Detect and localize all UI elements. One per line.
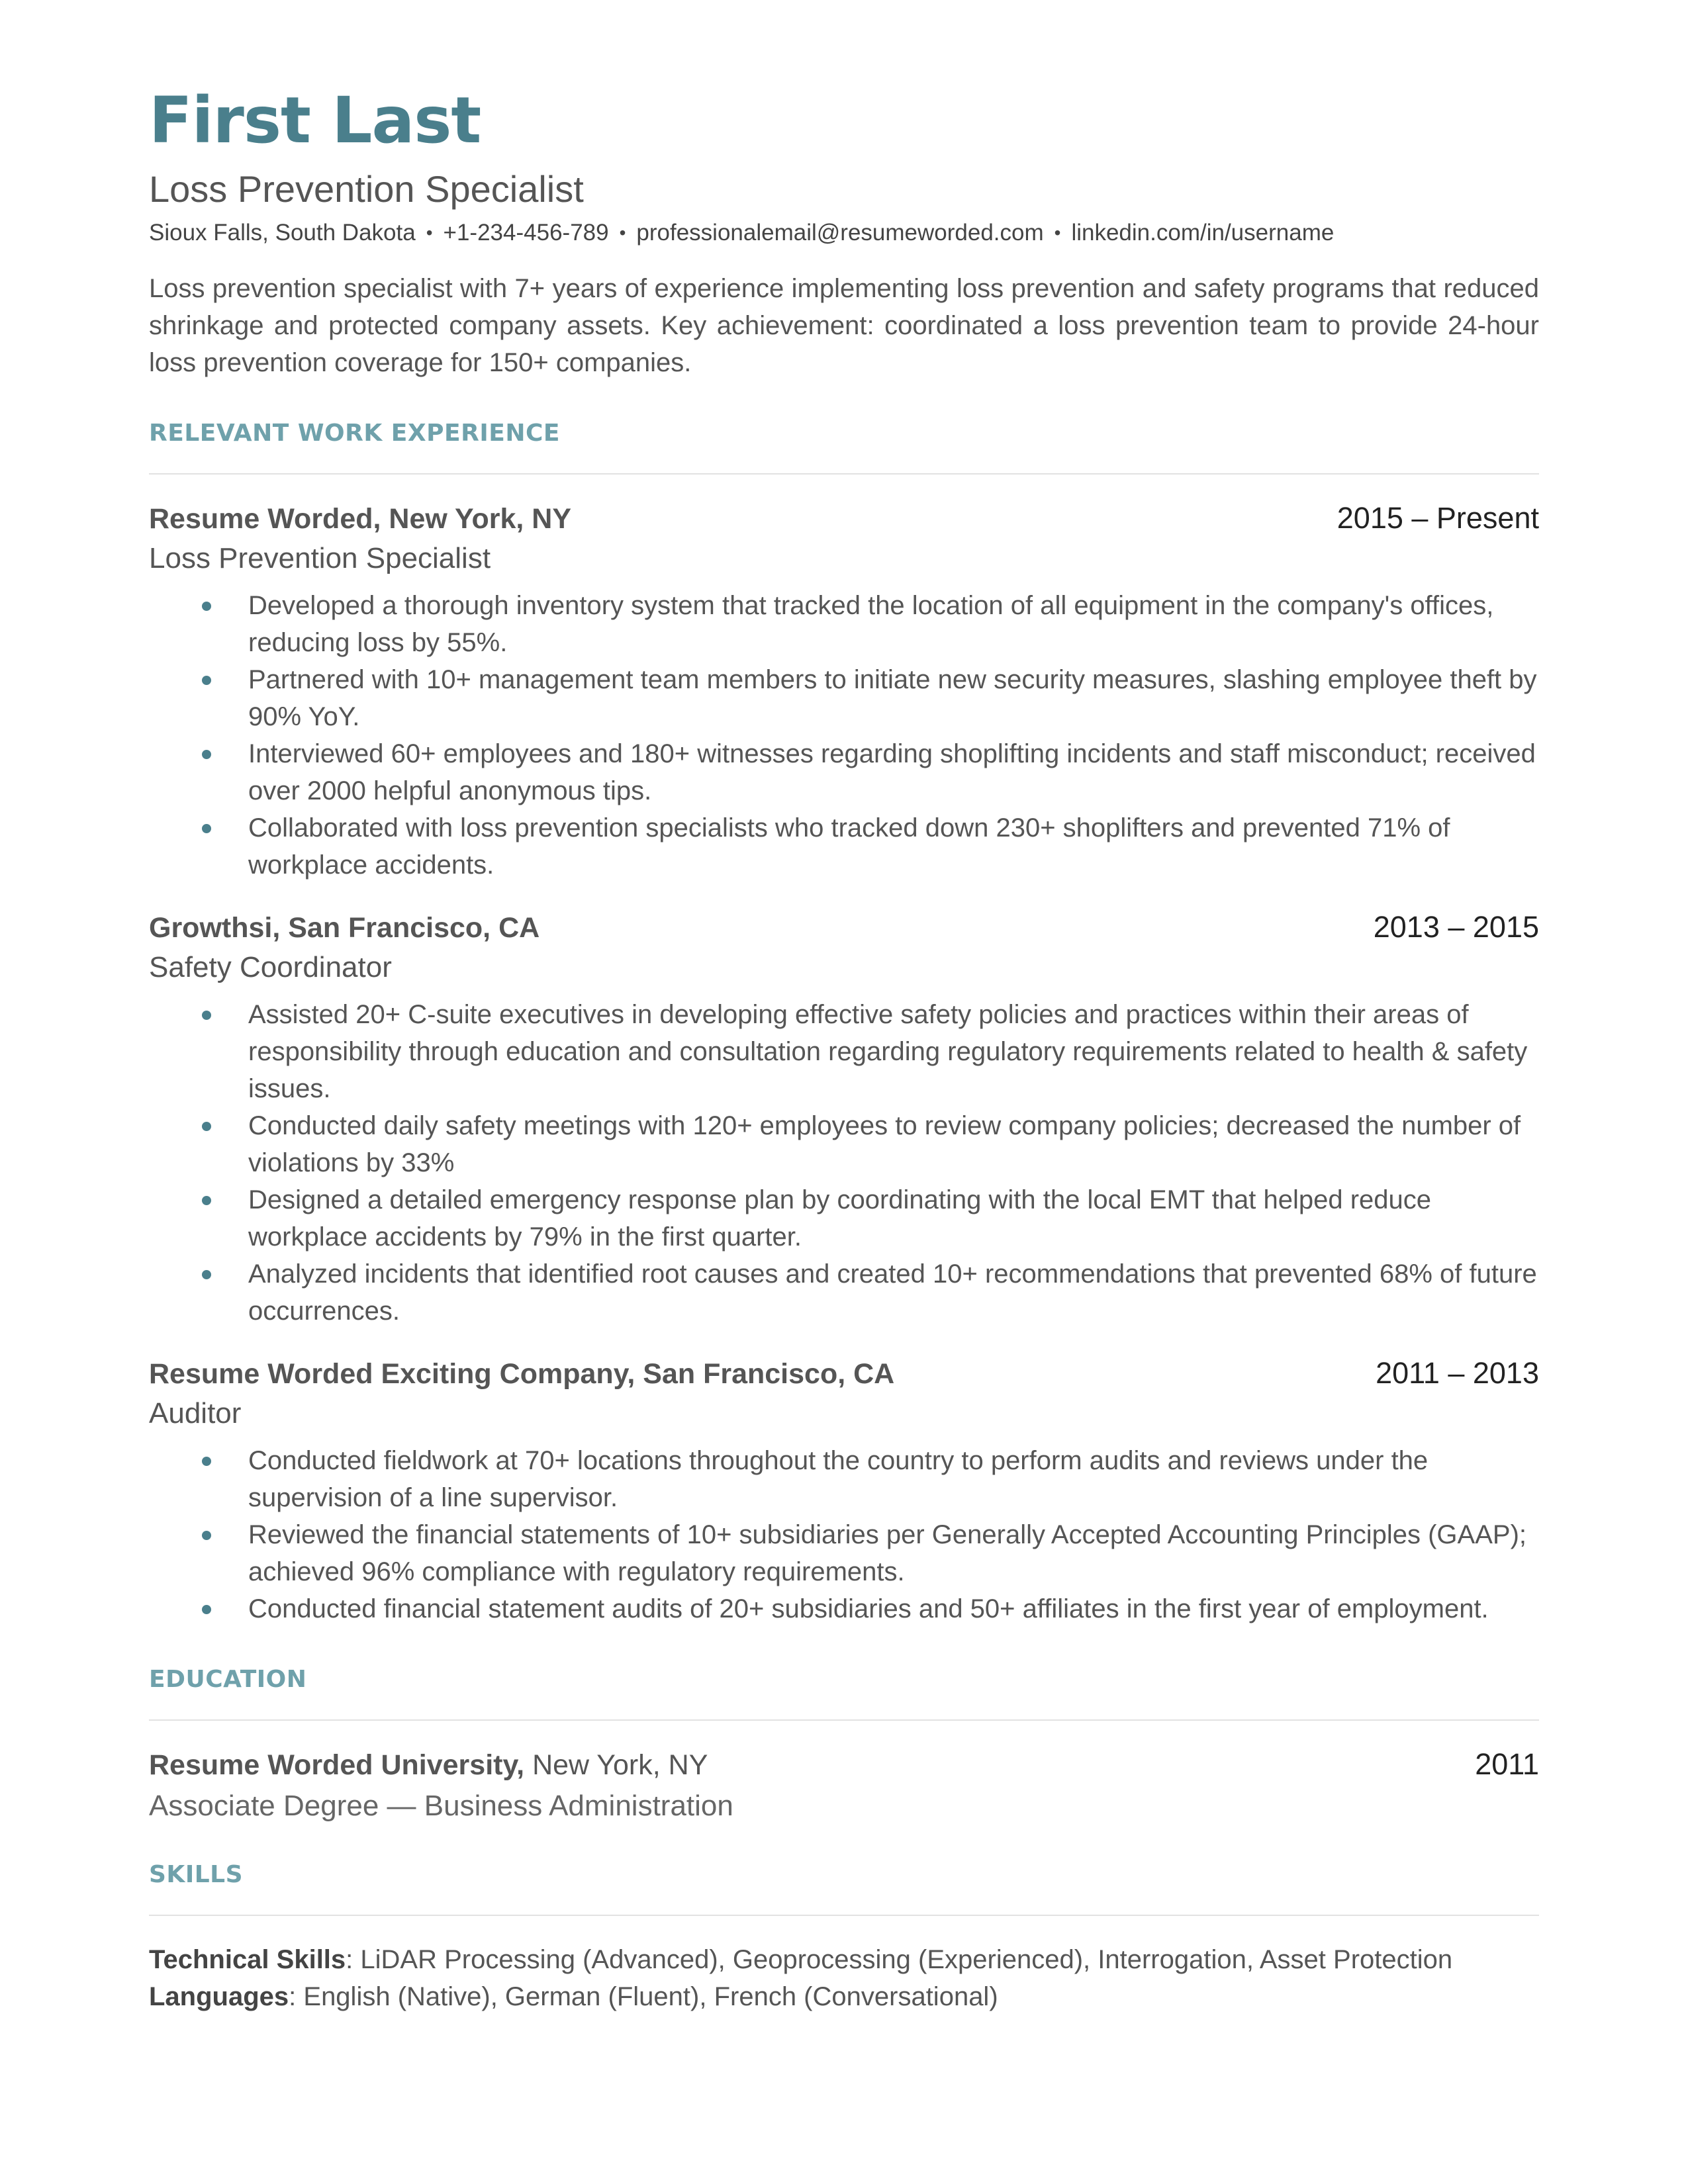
resume-page [149, 83, 1539, 2015]
education-heading: EDUCATION [149, 1665, 307, 1693]
summary-paragraph: Loss prevention specialist with 7+ years of experience implementing loss prevention and safety programs that reduced shrinkage and protected company assets. Key achievement: coordinated a loss prevention team to provide 24-hour loss prevention coverage for 150+ companies. [149, 273, 1539, 377]
job-header [149, 910, 1539, 944]
job-bullets [149, 1442, 1539, 1627]
skills-block [149, 1941, 1539, 2015]
section-divider [149, 1915, 1539, 1916]
job-header [149, 501, 1539, 535]
job-header [149, 1356, 1539, 1390]
job-bullet: Conducted fieldwork at 70+ locations throughout the country to perform audits and reviews under the supervision of a line supervisor. [149, 1442, 1539, 1516]
skills-languages-value: : English (Native), German (Fluent), French (Conversational) [289, 1981, 998, 2011]
section-divider [149, 473, 1539, 475]
job-bullet: Designed a detailed emergency response plan by coordinating with the local EMT that helped reduce workplace accidents by 79% in the first quarter. [149, 1181, 1539, 1255]
job-bullet: Interviewed 60+ employees and 180+ witnesses regarding shoplifting incidents and staff misconduct; received over 2000 helpful anonymous tips. [149, 735, 1539, 809]
education-entry [149, 1747, 1539, 1823]
contact-linkedin[interactable]: linkedin.com/in/username [1071, 219, 1335, 246]
job-bullet: Assisted 20+ C-suite executives in developing effective safety policies and practices within their areas of responsibility through education and consultation regarding regulatory requirements related to health & safety issues. [149, 996, 1539, 1107]
skills-technical-row [149, 1941, 1539, 1978]
job-entry [149, 910, 1539, 1330]
job-bullet: Developed a thorough inventory system that tracked the location of all equipment in the company's offices, reducing loss by 55%. [149, 587, 1539, 661]
job-bullet: Reviewed the financial statements of 10+ subsidiaries per Generally Accepted Accounting Principles (GAAP); achieved 96% compliance with regulatory requirements. [149, 1516, 1539, 1590]
contact-email[interactable]: professionalemail@resumeworded.com [636, 219, 1044, 246]
job-dates: 2015 – Present [1336, 500, 1539, 535]
contact-separator: • [426, 222, 433, 243]
skills-technical-value: : LiDAR Processing (Advanced), Geoprocessing (Experienced), Interrogation, Asset Protection [346, 1944, 1453, 1974]
job-bullets [149, 587, 1539, 884]
job-entry [149, 1356, 1539, 1627]
education-school: Resume Worded University, [149, 1749, 525, 1781]
job-bullet: Collaborated with loss prevention specialists who tracked down 230+ shoplifters and prevented 71% of workplace accidents. [149, 809, 1539, 884]
section-divider [149, 1719, 1539, 1721]
job-bullets [149, 996, 1539, 1330]
job-company: Resume Worded, New York, NY [149, 502, 572, 535]
skills-heading: SKILLS [149, 1860, 244, 1888]
job-role: Safety Coordinator [149, 950, 392, 983]
candidate-title: Loss Prevention Specialist [149, 167, 584, 210]
skills-technical-label: Technical Skills [149, 1944, 346, 1974]
education-location: New York, NY [532, 1749, 708, 1781]
job-dates: 2011 – 2013 [1376, 1355, 1539, 1390]
education-year: 2011 [1475, 1747, 1539, 1781]
education-institution [149, 1749, 708, 1782]
job-role: Loss Prevention Specialist [149, 541, 491, 574]
contact-location: Sioux Falls, South Dakota [149, 219, 416, 246]
skills-languages-label: Languages [149, 1981, 289, 2011]
skills-languages-row [149, 1978, 1539, 2015]
job-entry [149, 501, 1539, 884]
job-company: Resume Worded Exciting Company, San Francisco, CA [149, 1357, 895, 1390]
contact-separator: • [619, 222, 626, 243]
job-dates: 2013 – 2015 [1373, 909, 1539, 944]
contact-phone: +1-234-456-789 [443, 219, 609, 246]
candidate-name: First Last [149, 83, 481, 158]
job-bullet: Analyzed incidents that identified root causes and created 10+ recommendations that prevented 68% of future occurrences. [149, 1255, 1539, 1330]
education-degree: Associate Degree — Business Administration [149, 1789, 733, 1822]
job-bullet: Partnered with 10+ management team members to initiate new security measures, slashing employee theft by 90% YoY. [149, 661, 1539, 735]
job-bullet: Conducted financial statement audits of 20+ subsidiaries and 50+ affiliates in the first year of employment. [149, 1590, 1539, 1627]
education-header [149, 1747, 1539, 1782]
job-bullet: Conducted daily safety meetings with 120+ employees to review company policies; decreased the number of violations by 33% [149, 1107, 1539, 1181]
contact-separator: • [1054, 222, 1061, 243]
job-company: Growthsi, San Francisco, CA [149, 911, 540, 944]
job-role: Auditor [149, 1396, 242, 1430]
experience-heading: RELEVANT WORK EXPERIENCE [149, 419, 560, 447]
contact-line [149, 220, 1539, 246]
